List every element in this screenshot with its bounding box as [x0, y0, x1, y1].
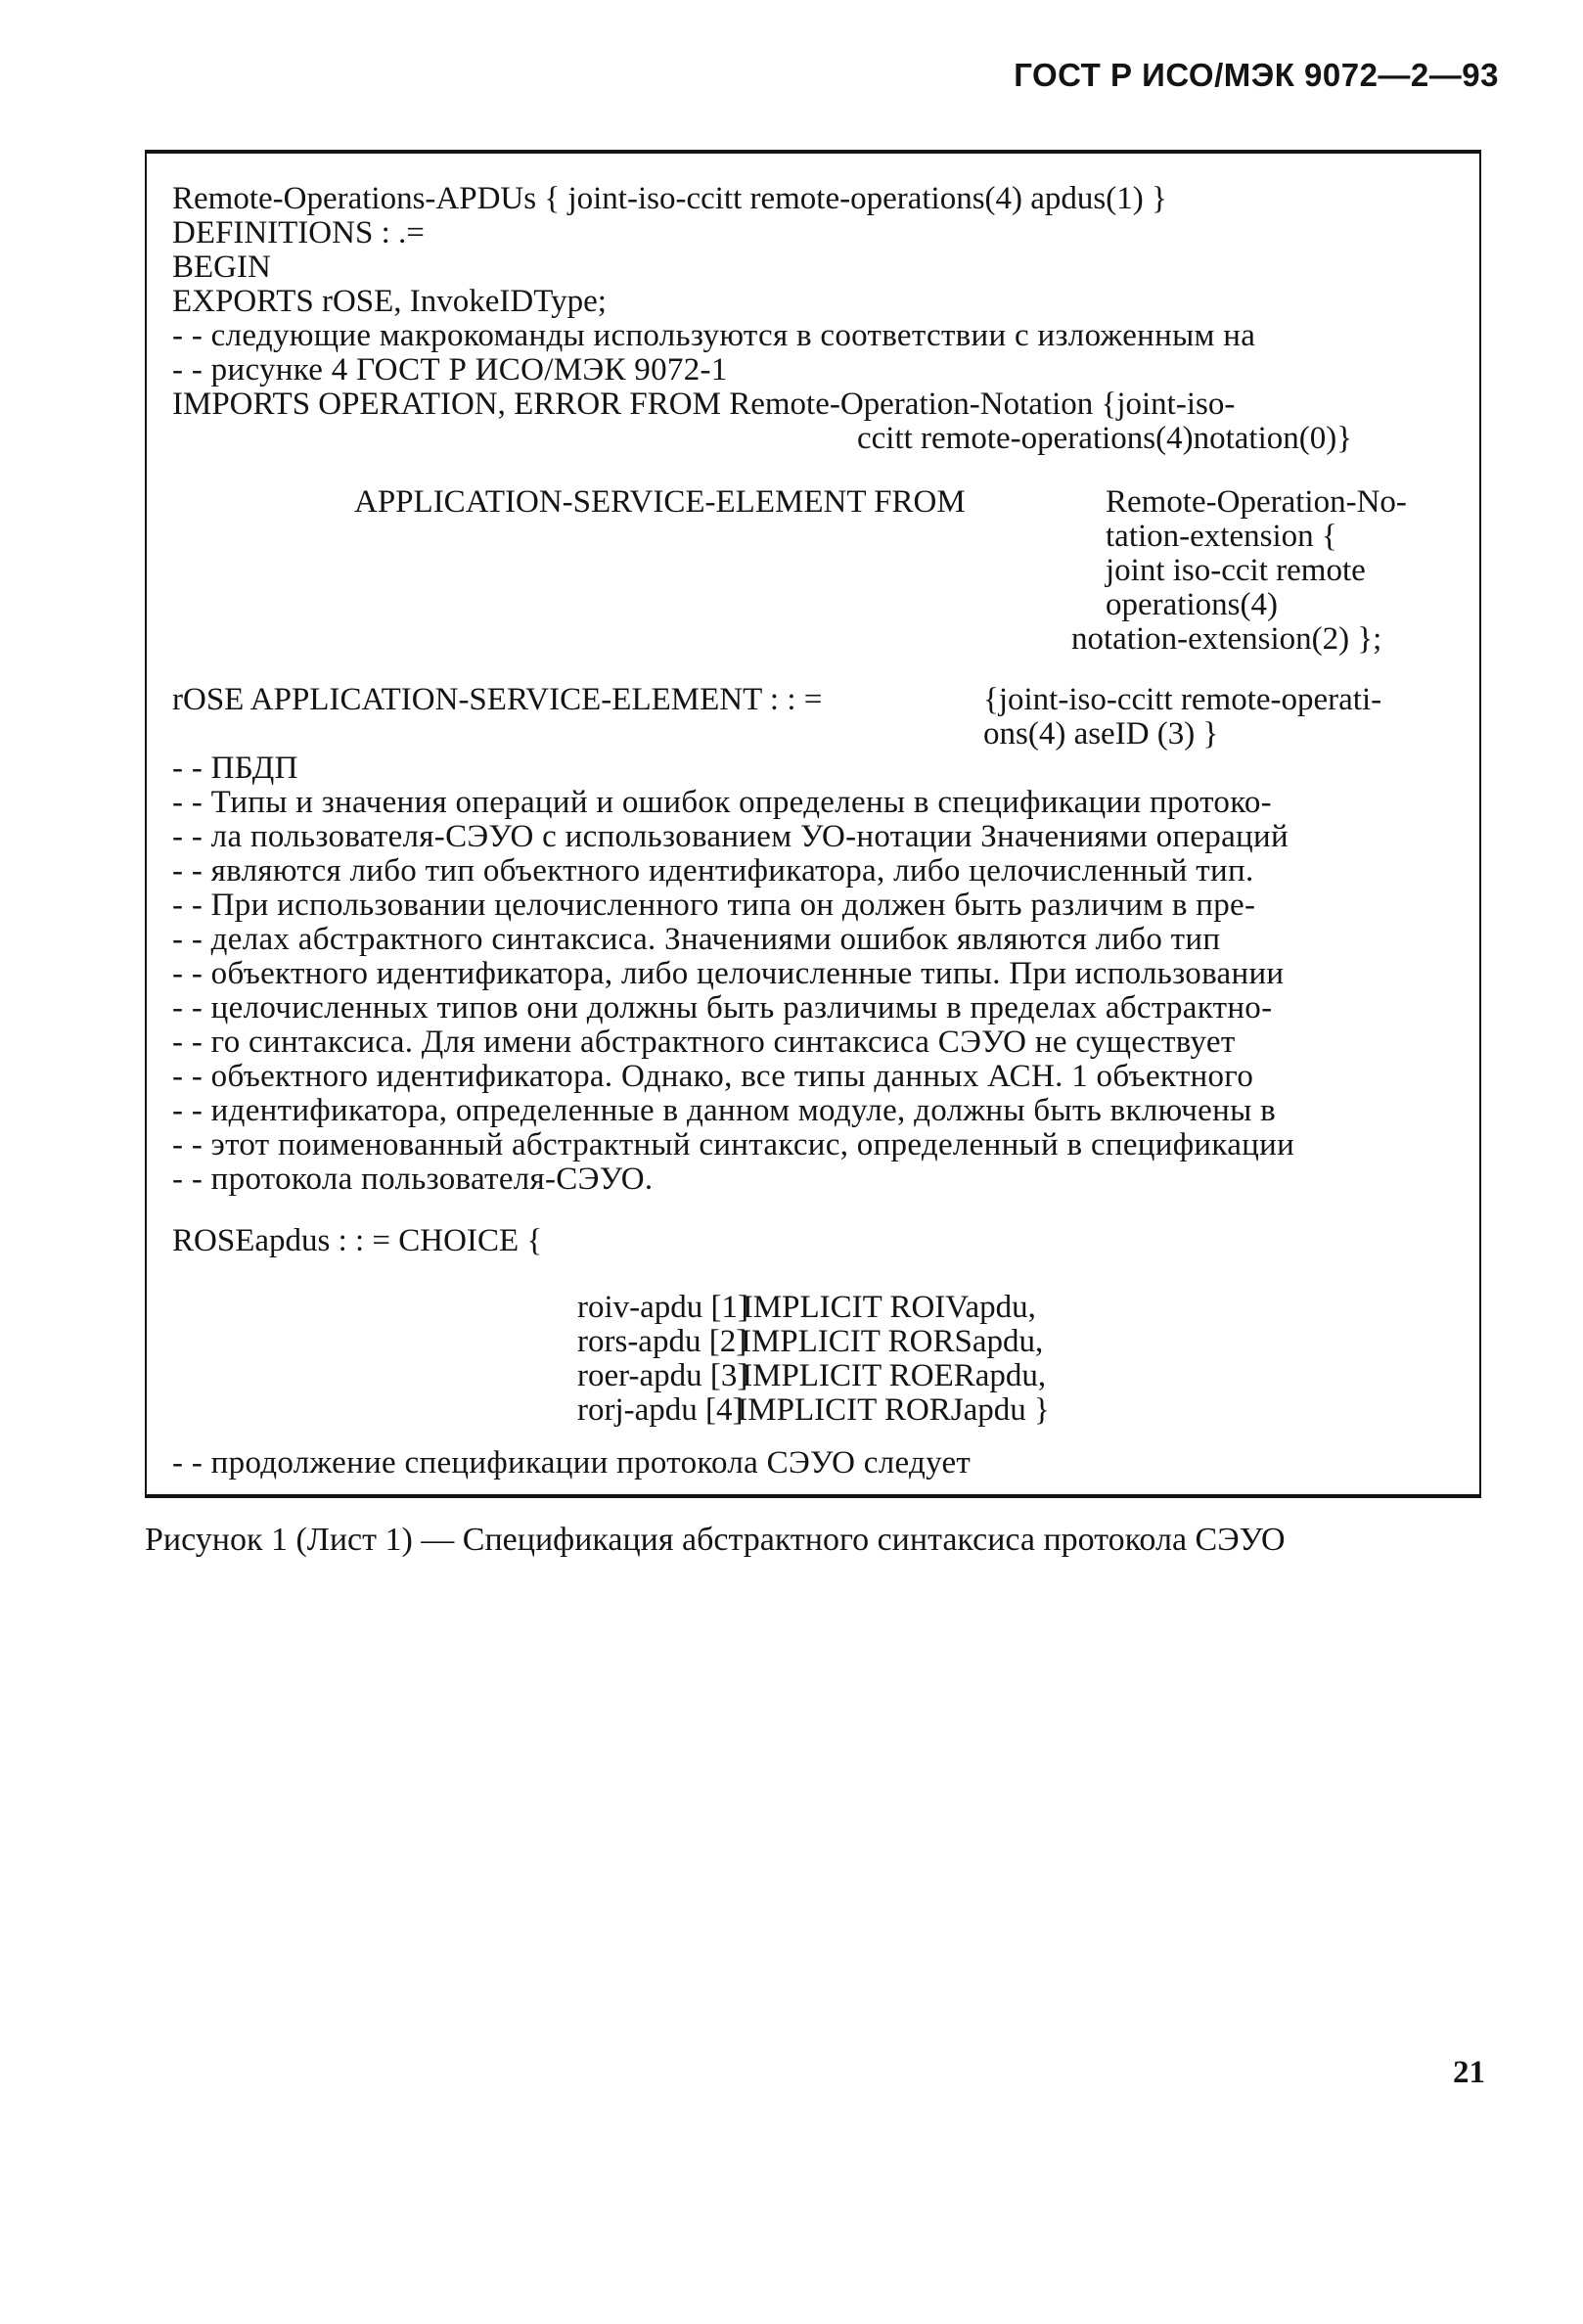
- rose-definition-line: rOSE APPLICATION-SERVICE-ELEMENT : : =: [172, 682, 823, 717]
- comment-line: - - следующие макрокоманды используются в соответствии с изложенным на: [172, 318, 1256, 353]
- comment-line: - - протокола пользователя-СЭУО.: [172, 1162, 654, 1197]
- choice-name: rorj-apdu: [577, 1392, 698, 1428]
- choice-type: IMPLICIT RORJapdu }: [737, 1392, 1050, 1428]
- definitions-line: DEFINITIONS : .=: [172, 215, 425, 251]
- ase-import-module-line: joint iso-ccit remote: [1106, 553, 1366, 588]
- choice-name: roiv-apdu: [577, 1290, 703, 1325]
- comment-line: - - рисунке 4 ГОСТ Р ИСО/МЭК 9072-1: [172, 352, 728, 387]
- rose-definition-value-line: ons(4) aseID (3) }: [983, 716, 1219, 752]
- comment-line: - - объектного идентификатора. Однако, все типы данных АСН. 1 объектного: [172, 1059, 1254, 1094]
- choice-name: roer-apdu: [577, 1358, 702, 1393]
- comment-line: - - продолжение спецификации протокола СЭУО следует: [172, 1445, 972, 1481]
- ase-import-module-line: notation-extension(2) };: [1071, 621, 1382, 657]
- comment-line: - - При использовании целочисленного типа он должен быть различим в пре-: [172, 888, 1256, 923]
- choice-type: IMPLICIT ROERapdu,: [742, 1358, 1047, 1393]
- rose-definition-value-line: {joint-iso-ccitt remote-operati-: [983, 682, 1382, 717]
- ase-import-module-line: operations(4): [1106, 587, 1278, 622]
- choice-name: rors-apdu: [577, 1324, 701, 1359]
- figure-caption: Рисунок 1 (Лист 1) — Спецификация абстрактного синтаксиса протокола СЭУО: [145, 1522, 1286, 1558]
- choice-type: IMPLICIT RORSapdu,: [740, 1324, 1044, 1359]
- choice-alternative: [577, 1358, 1046, 1393]
- comment-line: - - Типы и значения операций и ошибок определены в спецификации протоко-: [172, 785, 1272, 820]
- ase-import-line: APPLICATION-SERVICE-ELEMENT FROM: [354, 484, 966, 520]
- comment-line: - - идентификатора, определенные в данном модуле, должны быть включены в: [172, 1093, 1276, 1128]
- page-number: 21: [1453, 2055, 1485, 2090]
- choice-tag: [1]: [710, 1290, 749, 1325]
- comment-line: - - являются либо тип объектного идентификатора, либо целочисленный тип.: [172, 853, 1254, 889]
- comment-line: - - ПБДП: [172, 751, 298, 786]
- comment-line: - - делах абстрактного синтаксиса. Значениями ошибок являются либо тип: [172, 922, 1221, 957]
- ase-import-module-line: Remote-Operation-No-: [1106, 484, 1407, 520]
- module-definition-line: Remote-Operations-APDUs { joint-iso-ccitt remote-operations(4) apdus(1) }: [172, 181, 1167, 216]
- begin-line: BEGIN: [172, 250, 271, 285]
- choice-alternative: [577, 1392, 1050, 1428]
- choice-alternative: [577, 1324, 1043, 1359]
- imports-continuation-line: ccitt remote-operations(4)notation(0)}: [857, 421, 1353, 456]
- choice-tag: [4]: [705, 1392, 744, 1428]
- choice-tag: [3]: [709, 1358, 748, 1393]
- ase-import-module-line: tation-extension {: [1106, 519, 1337, 554]
- comment-line: - - этот поименованный абстрактный синтаксис, определенный в спецификации: [172, 1127, 1295, 1162]
- choice-tag: [2]: [708, 1324, 747, 1359]
- exports-line: EXPORTS rOSE, InvokeIDType;: [172, 284, 607, 319]
- choice-type: IMPLICIT ROIVapdu,: [742, 1290, 1036, 1325]
- choice-definition-line: ROSEapdus : : = CHOICE {: [172, 1223, 543, 1258]
- comment-line: - - объектного идентификатора, либо целочисленные типы. При использовании: [172, 956, 1285, 991]
- comment-line: - - ла пользователя-СЭУО с использованием УО-нотации Значениями операций: [172, 819, 1289, 854]
- imports-line: IMPORTS OPERATION, ERROR FROM Remote-Operation-Notation {joint-iso-: [172, 387, 1236, 422]
- choice-alternative: [577, 1290, 1036, 1325]
- comment-line: - - целочисленных типов они должны быть различимы в пределах абстрактно-: [172, 990, 1273, 1025]
- comment-line: - - го синтаксиса. Для имени абстрактного синтаксиса СЭУО не существует: [172, 1025, 1236, 1060]
- document-header: ГОСТ Р ИСО/МЭК 9072—2—93: [1014, 57, 1499, 93]
